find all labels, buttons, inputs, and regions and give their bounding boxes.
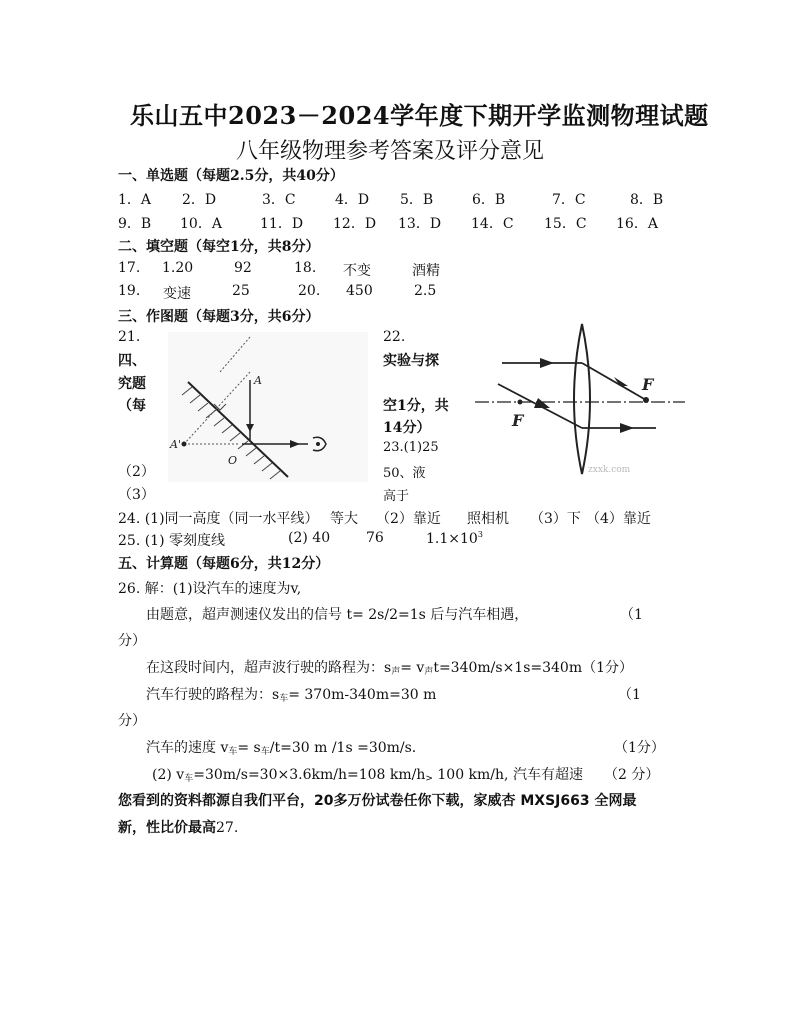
q25-part: 25. (1) 零刻度线	[118, 533, 225, 549]
q24-part: 照相机	[467, 511, 509, 527]
section-4-heading-part: （每	[118, 398, 146, 414]
calc-line-6-score: （2 分）	[604, 767, 660, 783]
calc-3-b: = v	[400, 660, 425, 676]
calc-line-2-cont: 分）	[118, 633, 146, 649]
mirror-reflection-diagram	[168, 332, 368, 482]
q24-part: 等大	[330, 511, 358, 527]
fill-item: 17.	[118, 260, 141, 276]
calc-4-b: = 370m-340m=30 m	[288, 687, 437, 703]
fill-item: 20.	[298, 283, 321, 299]
answer-13: 13．D	[398, 216, 442, 232]
calc-6-gt: >	[425, 774, 433, 784]
calc-4-a: 汽车行驶的路程为：s	[146, 687, 280, 703]
question-23-1: 23.(1)25	[383, 440, 439, 455]
question-21-label: 21.	[118, 329, 141, 345]
calc-4-sub: 车	[279, 694, 289, 704]
calc-line-3	[146, 657, 633, 677]
q24-part: （2）靠近	[376, 511, 441, 527]
answer-10: 10．A	[180, 216, 222, 232]
calc-5-c: /t=30 m /1s =30m/s.	[269, 740, 417, 756]
calc-line-4-cont: 分）	[118, 713, 146, 729]
q25-exponent: 3	[477, 530, 483, 539]
answer-7: 7．C	[552, 192, 586, 208]
convex-lens-diagram	[470, 322, 690, 477]
page-subtitle: 八年级物理参考答案及评分意见	[236, 139, 545, 164]
calc-3-a: 在这段时间内，超声波行驶的路程为：s	[146, 660, 392, 676]
fill-item: 2.5	[414, 283, 437, 299]
section-5-heading: 五、计算题（每题6分，共12分）	[118, 556, 330, 572]
footer-line-2	[118, 817, 238, 837]
calc-line-5	[146, 737, 416, 757]
calc-6-c: 100 km/h, 汽车有超速	[437, 767, 583, 783]
label-focus-right: F	[642, 375, 654, 394]
section-4-heading-part: 四、	[118, 353, 146, 369]
section-4-heading-part: 实验与探	[383, 353, 439, 369]
question-22-label: 22.	[383, 329, 406, 345]
answer-15: 15．C	[544, 216, 587, 232]
page-title: 乐山五中2023－2024学年度下期开学监测物理试题	[130, 101, 709, 130]
calc-6-sub: 车	[184, 774, 194, 784]
calc-5-b: = s	[237, 740, 261, 756]
fill-item: 酒精	[412, 263, 440, 279]
section-3-heading: 三、作图题（每题3分，共6分）	[118, 309, 320, 325]
fill-item: 不变	[343, 263, 371, 279]
question-23-2-value: 50、液	[383, 466, 426, 481]
fill-item: 92	[234, 260, 252, 276]
calc-3-c: t=340m/s×1s=340m（1分）	[433, 660, 634, 676]
calc-line-2-score: （1	[620, 607, 643, 623]
calc-3-sub1: 声	[391, 667, 401, 677]
calc-line-5-score: （1分）	[614, 740, 665, 756]
watermark-text: zxxk.com	[588, 465, 631, 475]
answer-2: 2．D	[182, 192, 217, 208]
answer-5: 5．B	[400, 192, 434, 208]
answer-4: 4．D	[335, 192, 370, 208]
section-4-heading-part: 空1分，共	[383, 398, 449, 414]
footer-line-2a: 新，性比价最高	[118, 820, 216, 836]
q25-part: 76	[366, 530, 384, 546]
section-4-heading-part: 14分）	[383, 420, 431, 436]
calc-6-a: (2) v	[152, 767, 185, 783]
q24-part: 24. (1)同一高度（同一水平线）	[118, 511, 319, 527]
section-4-heading-part: 究题	[118, 376, 146, 392]
answer-16: 16．A	[616, 216, 658, 232]
calc-line-4-score: （1	[618, 687, 641, 703]
calc-line-1: 26. 解：(1)设汽车的速度为v,	[118, 581, 302, 597]
section-1-heading: 一、单选题（每题2.5分，共40分）	[118, 168, 344, 184]
answer-12: 12．D	[333, 216, 377, 232]
question-23-2-label: （2）	[118, 464, 155, 480]
answer-3: 3．C	[262, 192, 296, 208]
calc-line-6	[152, 764, 583, 784]
q24-part: （4）靠近	[586, 511, 651, 527]
question-23-3-label: （3）	[118, 487, 155, 503]
fill-item: 25	[232, 283, 250, 299]
label-focus-left: F	[512, 411, 524, 430]
fill-item: 18.	[294, 260, 317, 276]
q25-part	[426, 530, 483, 547]
calc-line-2: 由题意，超声测速仪发出的信号 t= 2s/2=1s 后与汽车相遇，	[146, 607, 529, 623]
label-o: O	[228, 454, 238, 467]
calc-6-b: =30m/s=30×3.6km/h=108 km/h	[193, 767, 426, 783]
calc-5-sub1: 车	[228, 747, 238, 757]
answer-8: 8．B	[630, 192, 664, 208]
q25-base: 1.1×10	[426, 531, 478, 547]
answer-11: 11．D	[260, 216, 304, 232]
fill-item: 450	[346, 283, 373, 299]
label-a-prime: A'	[170, 438, 181, 451]
label-a: A	[254, 374, 262, 387]
answer-9: 9．B	[118, 216, 152, 232]
question-23-3-value: 高于	[383, 489, 410, 504]
fill-item: 1.20	[162, 260, 194, 276]
answer-14: 14．C	[471, 216, 514, 232]
footer-line-1: 您看到的资料都源自我们平台，20多万份试卷任你下载，家威杏 MXSJ663 全网最	[118, 793, 637, 809]
calc-3-sub2: 声	[424, 667, 434, 677]
q25-part: (2) 40	[288, 530, 331, 546]
section-2-heading: 二、填空题（每空1分，共8分）	[118, 239, 320, 255]
fill-item: 变速	[163, 286, 191, 302]
calc-5-sub2: 车	[260, 747, 270, 757]
calc-5-a: 汽车的速度 v	[146, 740, 229, 756]
fill-item: 19.	[118, 283, 141, 299]
answer-1: 1．A	[118, 192, 152, 208]
footer-line-2b: 27.	[216, 820, 239, 836]
answer-6: 6．B	[472, 192, 506, 208]
calc-line-4	[146, 684, 436, 704]
q24-part: （3）下	[530, 511, 581, 527]
